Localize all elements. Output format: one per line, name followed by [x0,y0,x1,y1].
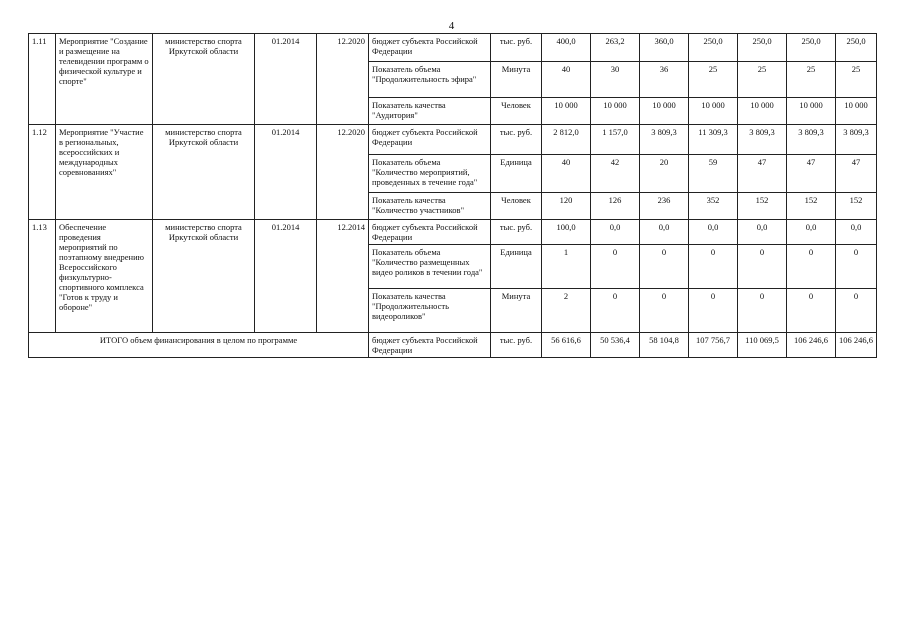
value-cell: 0,0 [738,220,787,245]
end-date: 12.2020 [317,34,369,125]
value-cell: 36 [640,62,689,98]
value-cell: 10 000 [640,98,689,125]
value-cell: 120 [542,193,591,220]
value-cell: 0,0 [640,220,689,245]
executor: министерство спорта Иркутской области [153,220,255,333]
value-cell: 250,0 [836,34,877,62]
start-date: 01.2014 [255,125,317,220]
value-cell: 47 [836,155,877,193]
value-cell: 0 [640,245,689,289]
unit: тыс. руб. [491,125,542,155]
unit: Единица [491,155,542,193]
value-cell: 1 157,0 [591,125,640,155]
value-cell: 250,0 [689,34,738,62]
value-cell: 0 [689,289,738,333]
table-row [29,34,877,62]
value-cell: 0,0 [591,220,640,245]
start-date: 01.2014 [255,220,317,333]
value-cell: 25 [836,62,877,98]
activity-name: Мероприятие "Создание и размещение на телевидении программ о физической культуре и спорте" [56,34,153,125]
total-label: ИТОГО объем финансирования в целом по программе [29,333,369,358]
total-value-cell: 50 536,4 [591,333,640,358]
value-cell: 25 [689,62,738,98]
total-row [29,333,877,358]
value-cell: 0 [836,289,877,333]
table-body [29,34,877,358]
value-cell: 0 [591,289,640,333]
value-cell: 400,0 [542,34,591,62]
value-cell: 10 000 [787,98,836,125]
value-cell: 10 000 [542,98,591,125]
value-cell: 152 [836,193,877,220]
table-row [29,125,877,155]
value-cell: 100,0 [542,220,591,245]
program-financing-table [28,33,877,358]
value-cell: 0 [738,289,787,333]
table-row [29,220,877,245]
activity-name: Обеспечение проведения мероприятий по поэтапному внедрению Всероссийского физкультурно-спортивного комплекса "Готов к труду и обороне" [56,220,153,333]
value-cell: 3 809,3 [738,125,787,155]
value-cell: 360,0 [640,34,689,62]
total-value-cell: 107 756,7 [689,333,738,358]
value-cell: 40 [542,155,591,193]
value-cell: 40 [542,62,591,98]
indicator-label: бюджет субъекта Российской Федерации [369,125,491,155]
value-cell: 0,0 [836,220,877,245]
executor: министерство спорта Иркутской области [153,34,255,125]
value-cell: 25 [787,62,836,98]
value-cell: 10 000 [836,98,877,125]
value-cell: 152 [738,193,787,220]
indicator-label: Показатель качества "Количество участников" [369,193,491,220]
total-unit: тыс. руб. [491,333,542,358]
executor: министерство спорта Иркутской области [153,125,255,220]
value-cell: 0 [787,289,836,333]
value-cell: 236 [640,193,689,220]
indicator-label: бюджет субъекта Российской Федерации [369,220,491,245]
end-date: 12.2020 [317,125,369,220]
value-cell: 152 [787,193,836,220]
indicator-label: Показатель объема "Количество мероприятий, проведенных в течение года" [369,155,491,193]
unit: Минута [491,289,542,333]
value-cell: 0 [738,245,787,289]
row-number: 1.12 [29,125,56,220]
indicator-label: Показатель объема "Количество размещенных видео роликов в течении года" [369,245,491,289]
total-value-cell: 106 246,6 [787,333,836,358]
indicator-label: Показатель качества "Продолжительность видеороликов" [369,289,491,333]
total-value-cell: 110 069,5 [738,333,787,358]
value-cell: 126 [591,193,640,220]
row-number: 1.11 [29,34,56,125]
unit: тыс. руб. [491,34,542,62]
value-cell: 25 [738,62,787,98]
value-cell: 0 [787,245,836,289]
total-value-cell: 58 104,8 [640,333,689,358]
value-cell: 10 000 [738,98,787,125]
value-cell: 20 [640,155,689,193]
value-cell: 263,2 [591,34,640,62]
indicator-label: Показатель объема "Продолжительность эфира" [369,62,491,98]
total-budget-label: бюджет субъекта Российской Федерации [369,333,491,358]
value-cell: 3 809,3 [836,125,877,155]
indicator-label: бюджет субъекта Российской Федерации [369,34,491,62]
unit: Минута [491,62,542,98]
value-cell: 250,0 [738,34,787,62]
page-number: 4 [448,20,455,32]
value-cell: 0 [640,289,689,333]
value-cell: 42 [591,155,640,193]
start-date: 01.2014 [255,34,317,125]
value-cell: 1 [542,245,591,289]
value-cell: 0 [591,245,640,289]
end-date: 12.2014 [317,220,369,333]
value-cell: 10 000 [689,98,738,125]
value-cell: 0 [689,245,738,289]
value-cell: 2 812,0 [542,125,591,155]
unit: тыс. руб. [491,220,542,245]
unit: Человек [491,98,542,125]
total-value-cell: 56 616,6 [542,333,591,358]
value-cell: 0,0 [689,220,738,245]
value-cell: 3 809,3 [640,125,689,155]
unit: Единица [491,245,542,289]
value-cell: 47 [738,155,787,193]
indicator-label: Показатель качества "Аудитория" [369,98,491,125]
activity-name: Мероприятие "Участие в региональных, всероссийских и международных соревнованиях" [56,125,153,220]
value-cell: 30 [591,62,640,98]
value-cell: 3 809,3 [787,125,836,155]
unit: Человек [491,193,542,220]
value-cell: 59 [689,155,738,193]
total-value-cell: 106 246,6 [836,333,877,358]
value-cell: 2 [542,289,591,333]
value-cell: 47 [787,155,836,193]
value-cell: 0,0 [787,220,836,245]
value-cell: 11 309,3 [689,125,738,155]
value-cell: 352 [689,193,738,220]
value-cell: 10 000 [591,98,640,125]
value-cell: 250,0 [787,34,836,62]
row-number: 1.13 [29,220,56,333]
value-cell: 0 [836,245,877,289]
